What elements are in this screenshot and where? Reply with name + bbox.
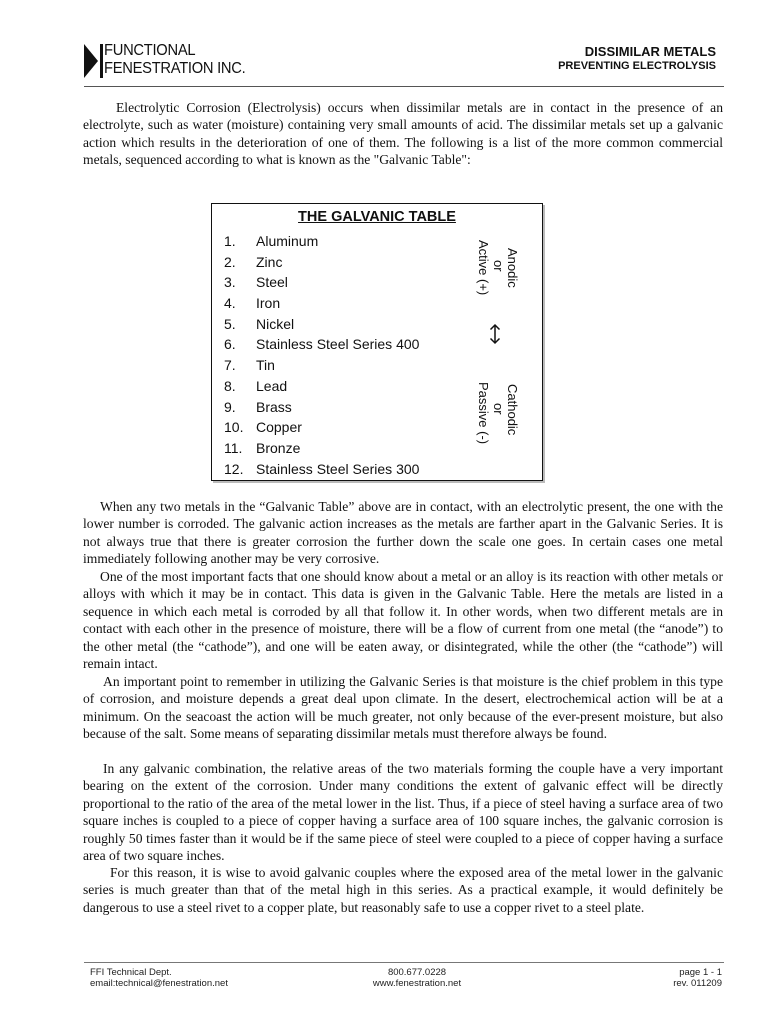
footer-email: email:technical@fenestration.net bbox=[90, 978, 228, 989]
item-number: 10. bbox=[224, 419, 244, 436]
galvanic-table-list bbox=[224, 231, 419, 479]
passive-label: Passive (-) bbox=[476, 382, 491, 445]
paragraph-metal-reaction: One of the most important facts that one should know about a metal or an alloy is its reaction with other metals or alloys with which it may be in contact. This data is given in the Galvanic Table. Here the metals are listed in a sequence in which each metal is corroded by all that follow it. In other words, when two different metals are in contact with each other in the presence of moisture, there will be a flow of current from one metal (the “anode”) to the other metal (the “cathode”), and one will be eaten away, or disintegrated, while the other (the “cathode”) will remain intact. bbox=[83, 569, 723, 672]
document-subtitle: PREVENTING ELECTROLYSIS bbox=[558, 60, 716, 72]
item-metal: Stainless Steel Series 300 bbox=[256, 460, 420, 477]
anodic-label: Anodic bbox=[505, 248, 520, 288]
list-item bbox=[224, 417, 419, 438]
item-metal: Zinc bbox=[256, 253, 283, 270]
footer-revision: rev. 011209 bbox=[673, 978, 722, 989]
item-number: 7. bbox=[224, 357, 236, 374]
item-number: 4. bbox=[224, 295, 236, 312]
galvanic-table bbox=[211, 203, 543, 481]
item-number: 3. bbox=[224, 274, 236, 291]
logo-wordmark bbox=[104, 43, 245, 77]
list-item bbox=[224, 459, 419, 480]
logo-line-2: FENESTRATION INC. bbox=[104, 60, 246, 77]
item-number: 2. bbox=[224, 253, 236, 270]
item-number: 9. bbox=[224, 398, 236, 415]
item-metal: Steel bbox=[256, 274, 288, 291]
logo-bar-icon bbox=[100, 44, 103, 78]
footer-center bbox=[340, 967, 494, 989]
item-number: 11. bbox=[224, 439, 243, 456]
footer-divider bbox=[84, 962, 724, 963]
item-number: 1. bbox=[224, 233, 236, 249]
list-item bbox=[224, 355, 419, 376]
item-metal: Nickel bbox=[256, 315, 295, 332]
item-metal: Lead bbox=[256, 377, 288, 394]
document-title: DISSIMILAR METALS bbox=[584, 44, 716, 59]
item-metal: Tin bbox=[256, 357, 275, 374]
item-metal: Stainless Steel Series 400 bbox=[256, 336, 420, 353]
logo-triangle-icon bbox=[84, 44, 98, 78]
paragraph-relative-areas: In any galvanic combination, the relative areas of the two materials forming the couple have a very important bearing on the extent of the corrosion. Under many conditions the extent of galvanic effect will be directly proportional to the ratio of the area of the metal lower in the list. Thus, if a piece of steel having a surface area of two square inches is coupled to a piece of copper having a surface area of 100 square inches, the galvanic corrosion is roughly 50 times faster than it would be if the same piece of steel were coupled to a piece of copper having a surface area of two square inches. bbox=[83, 761, 723, 864]
intro-paragraph: Electrolytic Corrosion (Electrolysis) occurs when dissimilar metals are in contact in the presence of an electrolyte, such as water (moisture) containing very small amounts of acid. The dissimilar metals set up a galvanic action which results in the deterioration of one of them. The following is a list of the more common commercial metals, sequenced according to what is known as the "Galvanic Table": bbox=[83, 100, 723, 168]
item-metal: Bronze bbox=[256, 439, 301, 456]
item-number: 12. bbox=[224, 460, 244, 477]
footer-website: www.fenestration.net bbox=[372, 978, 462, 989]
list-item bbox=[224, 376, 419, 397]
paragraph-moisture: An important point to remember in utilizing the Galvanic Series is that moisture is the chief problem in this type of corrosion, and moisture depends a great deal upon climate. In the desert, electrochemical action will be at a minimum. On the seacoast the action will be much greater, not only because of the ever-present moisture, but also because of the salt. Some means of separating dissimilar metals must therefore always be found. bbox=[83, 674, 723, 742]
paragraph-galvanic-contact: When any two metals in the “Galvanic Table” above are in contact, with an electrolytic present, the one with the lower number is corroded. The galvanic action increases as the metals are farther apart in the Galvanic Series. It is not always true that there is greater corrosion the further down the scale one goes. In certain cases one metal immediately following another may be very corrosive. bbox=[83, 499, 723, 567]
list-item bbox=[224, 272, 419, 293]
item-metal: Copper bbox=[256, 419, 302, 436]
cathodic-label: Cathodic bbox=[505, 384, 520, 436]
paragraph-recommendation: For this reason, it is wise to avoid galvanic couples where the exposed area of the metal lower in the galvanic series is much greater than that of the metal high in this series. As a practical example, it would definitely be dangerous to use a steel rivet to a copper plate, but reasonably safe to use a copper rivet to a steel plate. bbox=[83, 865, 723, 915]
up-down-arrow-icon bbox=[488, 323, 502, 345]
logo-line-1: FUNCTIONAL bbox=[104, 42, 196, 59]
list-item bbox=[224, 293, 419, 314]
item-number: 5. bbox=[224, 315, 236, 332]
list-item bbox=[224, 397, 419, 418]
galvanic-table-title: THE GALVANIC TABLE bbox=[298, 209, 456, 225]
list-item bbox=[224, 314, 419, 335]
footer-dept: FFI Technical Dept. bbox=[90, 967, 172, 978]
list-item bbox=[224, 438, 419, 459]
cathodic-or-label: or bbox=[491, 403, 506, 415]
item-metal: Aluminum bbox=[256, 233, 319, 249]
anodic-or-label: or bbox=[491, 260, 506, 272]
active-label: Active (+) bbox=[476, 240, 491, 296]
item-metal: Iron bbox=[256, 295, 281, 312]
footer-phone: 800.677.0228 bbox=[387, 967, 447, 978]
item-number: 8. bbox=[224, 377, 236, 394]
list-item bbox=[224, 252, 419, 273]
company-logo bbox=[84, 43, 258, 79]
footer-page-number: page 1 - 1 bbox=[679, 967, 722, 978]
list-item bbox=[224, 334, 419, 355]
header-divider bbox=[84, 86, 724, 87]
footer-contact bbox=[90, 967, 228, 989]
item-number: 6. bbox=[224, 336, 236, 353]
footer-page-info bbox=[673, 967, 722, 989]
item-metal: Brass bbox=[256, 398, 292, 415]
list-item bbox=[224, 231, 419, 252]
